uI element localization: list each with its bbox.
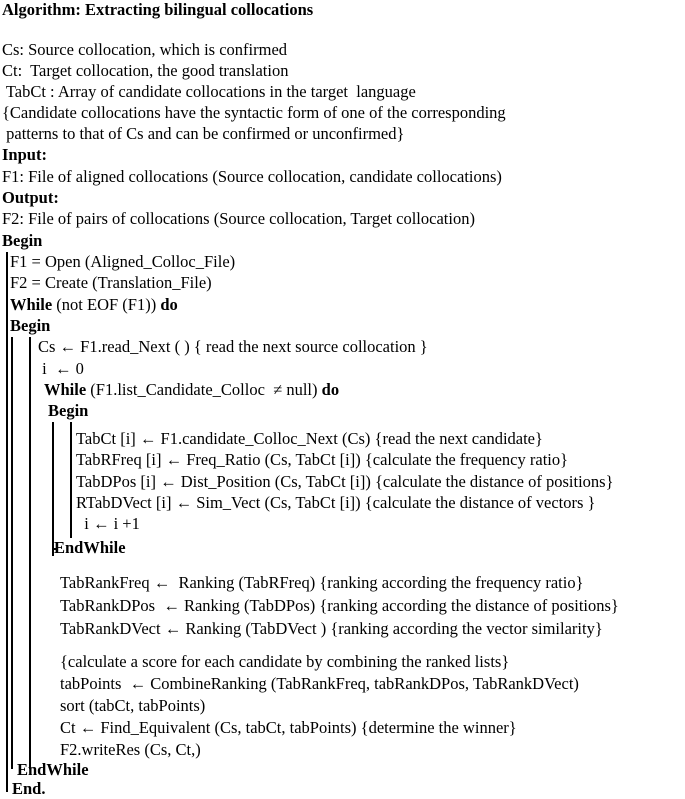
output-label: Output: bbox=[2, 188, 59, 207]
begin-keyword-outer: Begin bbox=[2, 231, 43, 250]
rank-freq-line: TabRankFreq ← Ranking (TabRFreq) {ranking according the frequency ratio} bbox=[60, 573, 584, 592]
while1-block-bar bbox=[11, 337, 13, 769]
open-f1-line: F1 = Open (Aligned_Colloc_File) bbox=[10, 252, 236, 271]
output-text: F2: File of pairs of collocations (Source collocation, Target collocation) bbox=[2, 209, 475, 228]
increment-i-line: i ← i +1 bbox=[76, 514, 140, 533]
input-text: F1: File of aligned collocations (Source collocation, candidate collocations) bbox=[2, 167, 502, 186]
outer-while-line bbox=[10, 295, 178, 315]
while-keyword-outer: While bbox=[10, 295, 53, 314]
endwhile-keyword-inner: EndWhile bbox=[54, 538, 126, 557]
definition-cs: Cs: Source collocation, which is confirmed bbox=[2, 40, 288, 59]
begin2-block-bar bbox=[70, 422, 72, 538]
freq-ratio-line: TabRFreq [i] ← Freq_Ratio (Cs, TabCt [i]) {calculate the frequency ratio} bbox=[76, 450, 569, 469]
inner-while-line bbox=[44, 380, 339, 400]
inner-while-condition: (F1.list_Candidate_Colloc ≠ null) bbox=[86, 380, 322, 399]
begin1-block-bar bbox=[29, 337, 31, 769]
candidate-next-line: TabCt [i] ← F1.candidate_Colloc_Next (Cs) {read the next candidate} bbox=[76, 429, 543, 448]
begin-keyword-while1: Begin bbox=[10, 316, 51, 335]
begin-keyword-while2: Begin bbox=[48, 401, 89, 420]
outer-block-bar bbox=[6, 252, 8, 792]
sort-line: sort (tabCt, tabPoints) bbox=[60, 696, 206, 715]
rank-dpos-line: TabRankDPos ← Ranking (TabDPos) {ranking according the distance of positions} bbox=[60, 596, 619, 615]
write-result-line: F2.writeRes (Cs, Ct,) bbox=[60, 740, 201, 759]
definition-note-1: {Candidate collocations have the syntactic form of one of the corresponding bbox=[2, 103, 506, 122]
endwhile-keyword-outer: EndWhile bbox=[17, 760, 89, 779]
do-keyword-inner: do bbox=[321, 380, 340, 399]
find-equivalent-line: Ct ← Find_Equivalent (Cs, tabCt, tabPoints) {determine the winner} bbox=[60, 718, 517, 737]
dist-position-line: TabDPos [i] ← Dist_Position (Cs, TabCt [i]) {calculate the distance of positions} bbox=[76, 472, 614, 491]
end-keyword: End. bbox=[12, 779, 46, 798]
init-i-line: i ← 0 bbox=[38, 359, 84, 378]
combine-ranking-line: tabPoints ← CombineRanking (TabRankFreq, tabRankDPos, TabRankDVect) bbox=[60, 674, 579, 693]
do-keyword-outer: do bbox=[160, 295, 178, 314]
algorithm-title: Algorithm: Extracting bilingual collocations bbox=[2, 0, 314, 19]
definition-note-2: patterns to that of Cs and can be confirmed or unconfirmed} bbox=[2, 124, 405, 143]
create-f2-line: F2 = Create (Translation_File) bbox=[10, 273, 212, 292]
definition-ct: Ct: Target collocation, the good translation bbox=[2, 61, 289, 80]
while-keyword-inner: While bbox=[44, 380, 87, 399]
read-next-source-line: Cs ← F1.read_Next ( ) { read the next source collocation } bbox=[38, 337, 428, 356]
sim-vect-line: RTabDVect [i] ← Sim_Vect (Cs, TabCt [i]) {calculate the distance of vectors } bbox=[76, 493, 596, 512]
input-label: Input: bbox=[2, 145, 47, 164]
outer-while-condition: (not EOF (F1)) bbox=[52, 295, 161, 314]
score-comment-line: {calculate a score for each candidate by combining the ranked lists} bbox=[60, 652, 510, 671]
definition-tabct: TabCt : Array of candidate collocations in the target language bbox=[2, 82, 416, 101]
rank-dvect-line: TabRankDVect ← Ranking (TabDVect ) {ranking according the vector similarity} bbox=[60, 619, 603, 638]
while2-block-bar bbox=[52, 422, 54, 556]
